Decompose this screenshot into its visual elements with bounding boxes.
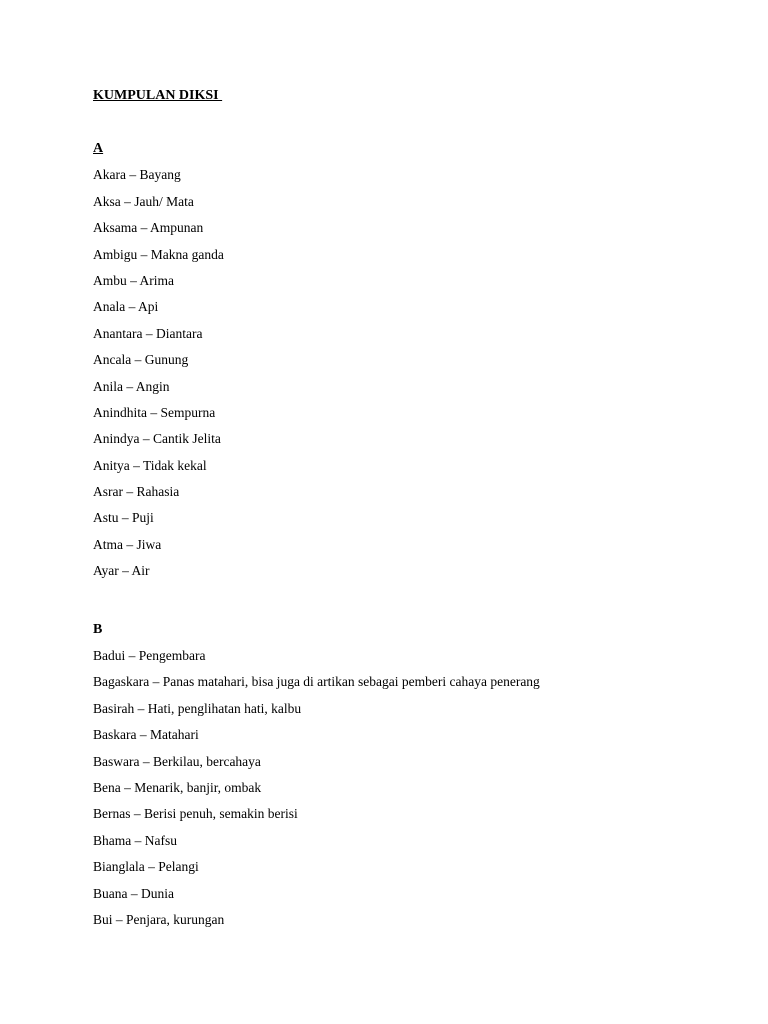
diction-entry: Bui – Penjara, kurungan [93,911,225,927]
diction-entry: Akara – Bayang [93,167,181,183]
diction-entry: Anantara – Diantara [93,325,203,341]
section-heading-b: B [93,621,103,637]
diction-entry: Anila – Angin [93,378,170,394]
diction-entry: Basirah – Hati, penglihatan hati, kalbu [93,700,302,716]
diction-entry: Anindya – Cantik Jelita [93,431,221,447]
section-a [93,139,713,588]
diction-entry: Ancala – Gunung [93,352,189,368]
diction-entry: Bianglala – Pelangi [93,859,199,875]
diction-entry: Bernas – Berisi penuh, semakin berisi [93,806,298,822]
diction-entry: Asrar – Rahasia [93,484,180,500]
diction-entry: Ambigu – Makna ganda [93,246,224,262]
diction-entry: Anitya – Tidak kekal [93,457,207,473]
diction-entry: Baswara – Berkilau, bercahaya [93,753,261,769]
diction-entry: Baskara – Matahari [93,727,199,743]
diction-entry: Bhama – Nafsu [93,832,177,848]
diction-entry: Bagaskara – Panas matahari, bisa juga di artikan sebagai pemberi cahaya penerang [93,674,540,690]
section-b [93,620,713,937]
diction-entry: Ayar – Air [93,563,150,579]
document-page [93,86,713,936]
diction-entry: Anala – Api [93,299,159,315]
document-title: KUMPULAN DIKSI [93,88,223,103]
diction-entry: Aksama – Ampunan [93,220,204,236]
diction-entry: Anindhita – Sempurna [93,404,216,420]
section-heading-a: A [93,141,104,156]
diction-entry: Bena – Menarik, banjir, ombak [93,779,262,795]
diction-entry: Astu – Puji [93,510,154,526]
diction-entry: Buana – Dunia [93,885,174,901]
diction-entry: Badui – Pengembara [93,648,206,664]
diction-entry: Atma – Jiwa [93,536,162,552]
diction-entry: Ambu – Arima [93,272,174,288]
diction-entry: Aksa – Jauh/ Mata [93,193,194,209]
